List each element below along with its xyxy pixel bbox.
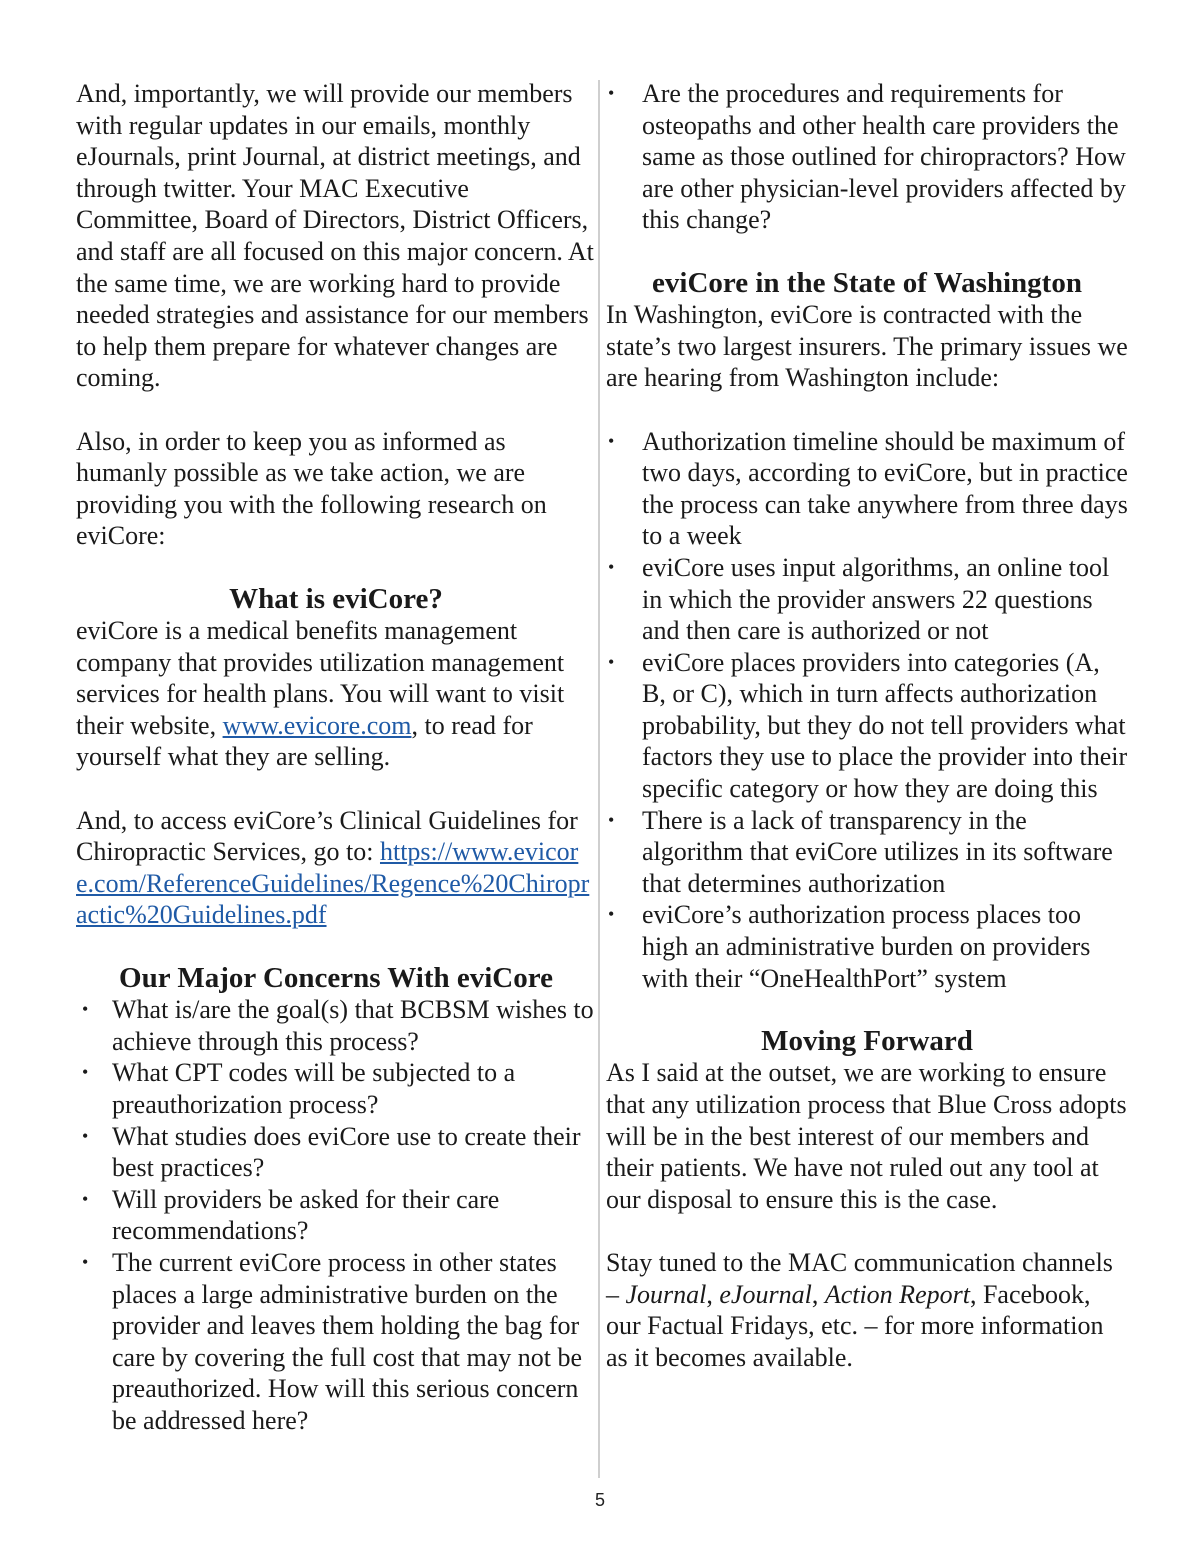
washington-intro: In Washington, eviCore is contracted with the state’s two largest insurers. The primary issues we are hearing from Washington include: (606, 300, 1128, 393)
action-report-title: Action Report (824, 1279, 970, 1309)
list-item: • What CPT codes will be subjected to a preauthorization process? (82, 1058, 516, 1119)
list-item: • eviCore uses input algorithms, an online tool in which the provider answers 22 questions and then care is authorized or not (608, 552, 1110, 646)
bullet-icon: • (608, 430, 615, 451)
list-item: • Authorization timeline should be maximum of two days, according to eviCore, but in practice the process can take anywhere from three days to a week (608, 426, 1128, 551)
list-item: • There is a lack of transparency in the algorithm that eviCore utilizes in its software that determines authorization (608, 805, 1113, 898)
concerns-list (76, 994, 596, 1436)
page-number: 5 (594, 1490, 605, 1510)
bullet-icon: • (608, 556, 615, 577)
evicore-website-link[interactable]: www.evicore.com (222, 710, 412, 740)
bullet-icon: • (82, 1125, 89, 1146)
list-item: • The current eviCore process in other states places a large administrative burden on the provider and leaves them holding the bag for care by covering the full cost that may not be preauthorized. How will this serious concern be addressed here? (82, 1247, 583, 1435)
journal-title: Journal (625, 1279, 707, 1309)
intro-paragraph: And, importantly, we will provide our members with regular updates in our emails, monthly eJournals, print Journal, at district meetings, and through twitter. Your MAC Executive Committee, Board of Directors, District Officers, and staff are all focused on this major concern. At the same time, we are working hard to provide needed strategies and assistance for our members to help them prepare for whatever changes are coming. (76, 79, 594, 393)
bullet-icon: • (82, 1188, 89, 1209)
also-paragraph: Also, in order to keep you as informed as humanly possible as we take action, we are providing you with the following research on eviCore: (76, 426, 547, 551)
bullet-icon: • (608, 904, 615, 925)
list-item: • Are the procedures and requirements for osteopaths and other health care providers the same as those outlined for chiropractors? How are other physician-level providers affected by this change? (608, 79, 1126, 235)
list-item: • Will providers be asked for their care recommendations? (82, 1184, 500, 1246)
major-concerns-heading: Our Major Concerns With eviCore (119, 961, 553, 994)
list-item: • eviCore places providers into categories (A, B, or C), which in turn affects authorization probability, but they do not tell providers what factors they use to place the provider into their specific category or how they are doing this (608, 647, 1128, 804)
bullet-icon: • (82, 1062, 89, 1083)
what-is-evicore-heading: What is eviCore? (229, 582, 443, 615)
stay-tuned-paragraph: Stay tuned to the MAC communication channels – Journal, eJournal, Action Report, Facebook, our Factual Fridays, etc. – for more information as it becomes available. (606, 1247, 1113, 1372)
bullet-icon: • (608, 809, 615, 830)
moving-forward-paragraph: As I said at the outset, we are working to ensure that any utilization process that Blue Cross adopts will be in the best interest of our members and their patients. We have not ruled out any tool at our disposal to ensure this is the case. (606, 1058, 1127, 1214)
list-item: • What is/are the goal(s) that BCBSM wishes to achieve through this process? (82, 995, 594, 1056)
guidelines-paragraph: And, to access eviCore’s Clinical Guidelines for Chiropractic Services, go to: https://www.evicore.com/ReferenceGuidelines/Regence%20Chiropractic%20Guidelines.pdf (76, 805, 590, 930)
top-bullet-list (606, 78, 1128, 236)
washington-heading: eviCore in the State of Washington (652, 266, 1082, 299)
what-is-evicore-paragraph: eviCore is a medical benefits management company that provides utilization management services for health plans. You will want to visit their website, www.evicore.com, to read for yourself what they are selling. (76, 616, 565, 772)
guidelines-link[interactable]: https://www.evicore.com/ReferenceGuidelines/Regence%20Chiropractic%20Guidelines.pdf (76, 837, 590, 930)
ejournal-title: eJournal (719, 1279, 812, 1309)
right-column (606, 78, 1128, 1373)
bullet-icon: • (82, 1251, 89, 1272)
column-divider (598, 80, 600, 1478)
washington-issues-list (606, 426, 1128, 995)
left-column (76, 78, 596, 1437)
moving-forward-heading: Moving Forward (761, 1024, 973, 1057)
bullet-icon: • (608, 83, 615, 103)
list-item: • eviCore’s authorization process places too high an administrative burden on providers with their “OneHealthPort” system (608, 900, 1091, 993)
bullet-icon: • (608, 651, 615, 672)
bullet-icon: • (82, 999, 89, 1020)
list-item: • What studies does eviCore use to create their best practices? (82, 1121, 581, 1183)
